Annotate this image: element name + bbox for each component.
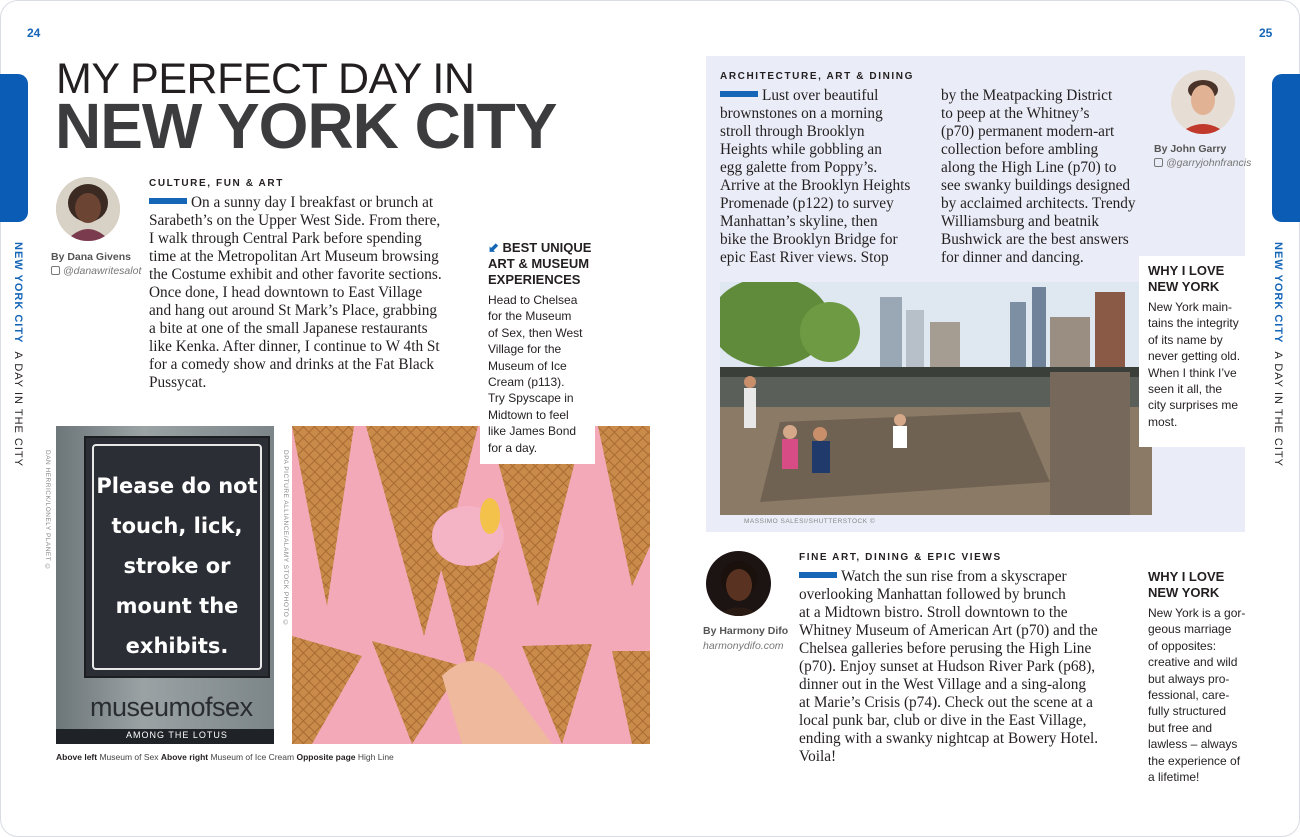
page-number-left: 24 — [27, 26, 41, 40]
accent-bar — [720, 91, 758, 97]
section-tab-left — [0, 74, 28, 222]
running-head-right — [1272, 242, 1284, 467]
why-love-text: New York main- tains the integrity of its name by never getting old. When I think I’ve seen it all, the city surprises me most. — [1148, 300, 1241, 429]
best-unique-heading: ⬋ BEST UNIQUE ART & MUSEUM EXPERIENCES — [488, 240, 592, 287]
running-head-section: NEW YORK CITY — [1272, 242, 1284, 344]
author-photo-john — [1171, 70, 1235, 134]
author-photo-dana — [56, 177, 120, 241]
author-handle[interactable]: @garryjohnfrancis — [1154, 157, 1251, 169]
title-line1: MY PERFECT DAY IN — [56, 55, 475, 103]
author-website-link[interactable]: harmonydifo.com — [703, 640, 784, 652]
author-handle[interactable]: @danawritesalot — [51, 265, 141, 277]
why-love-text: New York is a gor- geous marriage of opposites: creative and wild but always pro- fessional, care- fully structured but free and lawless – always the experience of a lifetime! — [1148, 606, 1246, 785]
photo-credit-left: DAN HERRICK/LONELY PLANET © — [44, 450, 51, 571]
accent-bar — [799, 572, 837, 578]
photo-credit-high-line: MASSIMO SALESI/SHUTTERSTOCK © — [744, 518, 876, 525]
author-name: By Dana Givens — [51, 251, 131, 263]
best-unique-box — [480, 232, 595, 464]
entry-text: Watch the sun rise from a skyscraper overlooking Manhattan followed by brunch at a Midtown bistro. Stroll downtown to the Whitney Museum of American Art (p70) and the Chelsea galleries before perusing the High Line (p70). Enjoy sunset at Hudson River Park (p68), dinner out in the West Village and a sing-along at Marie’s Crisis (p74). Check out the scene at a local punk bar, club or dive in the East Village, ending with a swanky nightcap at Bowery Hotel. Voila! — [799, 568, 1099, 765]
photo-high-line — [720, 282, 1152, 515]
running-head-section: NEW YORK CITY — [12, 242, 24, 344]
photo-ice-cream — [292, 426, 650, 744]
why-love-box-john — [1139, 256, 1245, 447]
museum-sign: Please do not touch, lick, stroke or mount the exhibits. — [84, 436, 270, 678]
photo-footer-text: AMONG THE LOTUS — [126, 730, 228, 740]
title-line2: NEW YORK CITY — [55, 90, 557, 162]
accent-bar — [149, 198, 187, 204]
best-unique-text: Head to Chelsea for the Museum of Sex, then West Village for the Museum of Ice Cream (p113). Try Spyscape in Midtown to feel like James Bond for a day. — [488, 293, 583, 455]
photo-museum-of-sex — [56, 426, 274, 744]
museum-logo: museumofsex — [90, 692, 253, 722]
author-name: By John Garry — [1154, 143, 1227, 155]
section-kicker: FINE ART, DINING & EPIC VIEWS — [799, 552, 1002, 563]
why-love-heading: WHY I LOVE NEW YORK — [1148, 569, 1225, 600]
entry-text: On a sunny day I breakfast or brunch at Sarabeth’s on the Upper West Side. From there, I walk through Central Park before spending time at the Metropolitan Art Museum browsing the Costume exhibit and other favorite sections. Once done, I head downtown to East Village and hang out around St Mark’s Place, grabbing a bite at one of the small Japanese restaurants like Kenka. After dinner, I continue to W 4th St for a comedy show and drinks at the Fat Black Pussycat. — [149, 194, 442, 391]
section-tab-right — [1272, 74, 1300, 222]
arrow-down-left-icon: ⬋ — [488, 240, 499, 255]
author-name: By Harmony Difo — [703, 625, 789, 637]
running-head-subsection: A DAY IN THE CITY — [12, 351, 24, 467]
page-number-right: 25 — [1259, 26, 1273, 40]
instagram-icon — [1154, 158, 1163, 167]
photo-caption: Above left Museum of Sex Above right Museum of Ice Cream Opposite page High Line — [56, 752, 394, 762]
why-love-heading: WHY I LOVE NEW YORK — [1148, 263, 1225, 294]
instagram-icon — [51, 266, 60, 275]
why-love-box-harmony — [1148, 569, 1258, 785]
entry-text-col2: by the Meatpacking District to peep at the Whitney’s (p70) permanent modern-art collection before ambling along the High Line (p70) to see swanky buildings designed by acclaimed architects. Trendy Williamsburg and beatnik Bushwick are the best answers for dinner and dancing. — [941, 87, 1136, 266]
photo-credit-right: DPA PICTURE ALLIANCE/ALAMY STOCK PHOTO © — [282, 450, 289, 628]
section-kicker: ARCHITECTURE, ART & DINING — [720, 71, 915, 82]
author-photo-harmony — [706, 551, 771, 616]
running-head-left — [12, 242, 24, 467]
running-head-subsection: A DAY IN THE CITY — [1272, 351, 1284, 467]
entry-text-col1: Lust over beautiful brownstones on a morning stroll through Brooklyn Heights while gobbling an egg galette from Poppy’s. Arrive at the Brooklyn Heights Promenade (p122) to survey Manhattan’s skyline, then bike the Brooklyn Bridge for epic East River views. Stop — [720, 87, 911, 266]
section-kicker: CULTURE, FUN & ART — [149, 178, 284, 189]
